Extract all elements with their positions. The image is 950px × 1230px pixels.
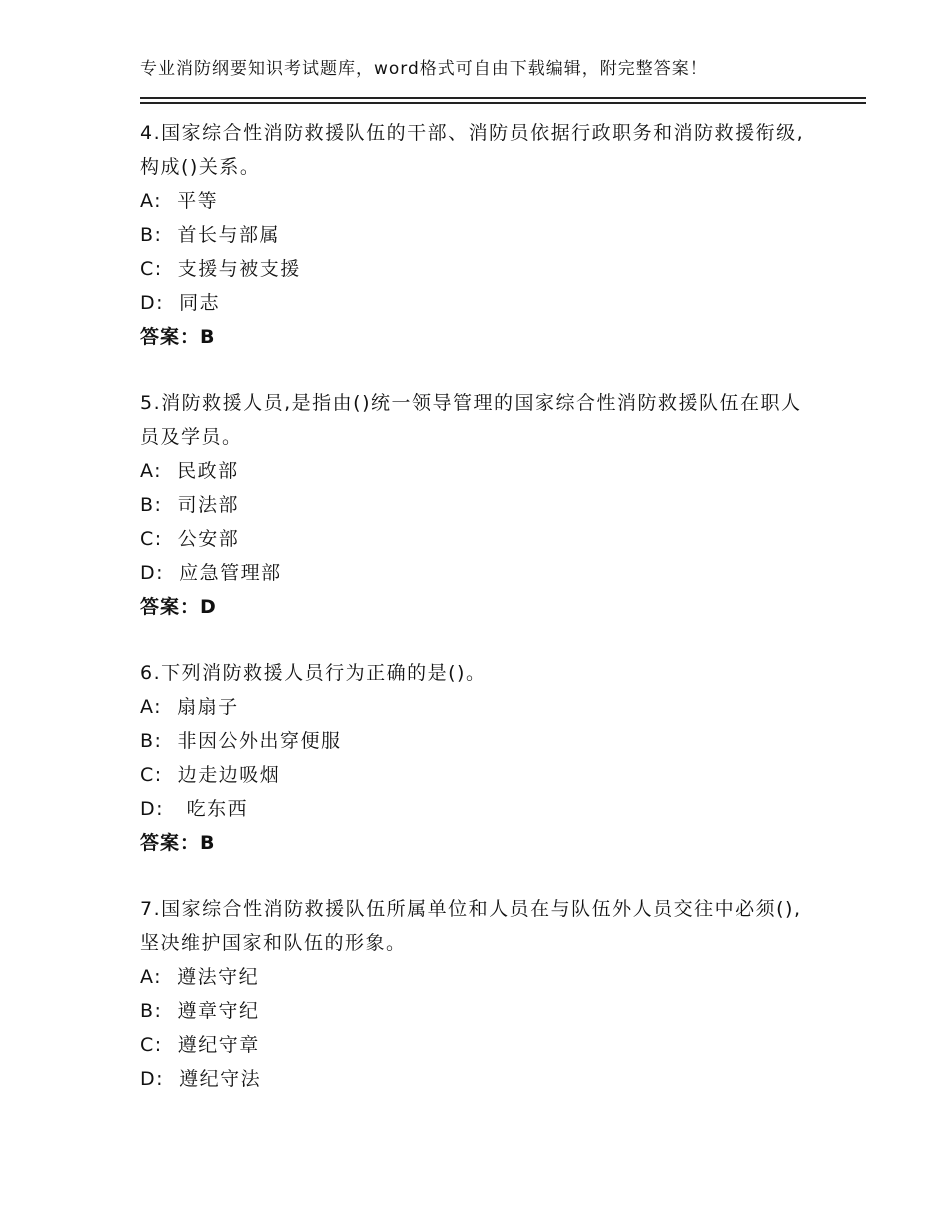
answer-key: 答案：B	[140, 326, 216, 348]
question-7	[140, 892, 820, 1096]
option-b: B: 司法部	[140, 494, 240, 516]
question-stem: 7.国家综合性消防救援队伍所属单位和人员在与队伍外人员交往中必须(),坚决维护国家和队伍的形象。	[140, 898, 802, 954]
question-4	[140, 116, 820, 354]
question-list	[140, 116, 820, 1128]
question-5	[140, 386, 820, 624]
option-d: D: 应急管理部	[140, 562, 282, 584]
question-stem: 4.国家综合性消防救援队伍的干部、消防员依据行政职务和消防救援衔级,构成()关系。	[140, 122, 805, 178]
option-a: A: 遵法守纪	[140, 966, 260, 988]
header-rule-bottom	[140, 102, 866, 104]
option-a: A: 扇扇子	[140, 696, 239, 718]
question-6	[140, 656, 820, 860]
option-c: C: 遵纪守章	[140, 1034, 260, 1056]
option-d: D: 遵纪守法	[140, 1068, 262, 1090]
page-header: 专业消防纲要知识考试题库，word格式可自由下载编辑，附完整答案！	[140, 59, 708, 79]
answer-key: 答案：B	[140, 832, 216, 854]
option-b: B: 首长与部属	[140, 224, 281, 246]
answer-key: 答案：D	[140, 596, 217, 618]
question-stem: 6.下列消防救援人员行为正确的是()。	[140, 662, 487, 684]
question-stem: 5.消防救援人员,是指由()统一领导管理的国家综合性消防救援队伍在职人员及学员。	[140, 392, 802, 448]
option-b: B: 遵章守纪	[140, 1000, 260, 1022]
option-a: A: 平等	[140, 190, 219, 212]
option-c: C: 边走边吸烟	[140, 764, 281, 786]
option-d: D: 吃东西	[140, 798, 249, 820]
option-b: B: 非因公外出穿便服	[140, 730, 342, 752]
option-c: C: 公安部	[140, 528, 240, 550]
option-c: C: 支援与被支援	[140, 258, 301, 280]
option-a: A: 民政部	[140, 460, 239, 482]
option-d: D: 同志	[140, 292, 221, 314]
header-rule-top	[140, 97, 866, 99]
